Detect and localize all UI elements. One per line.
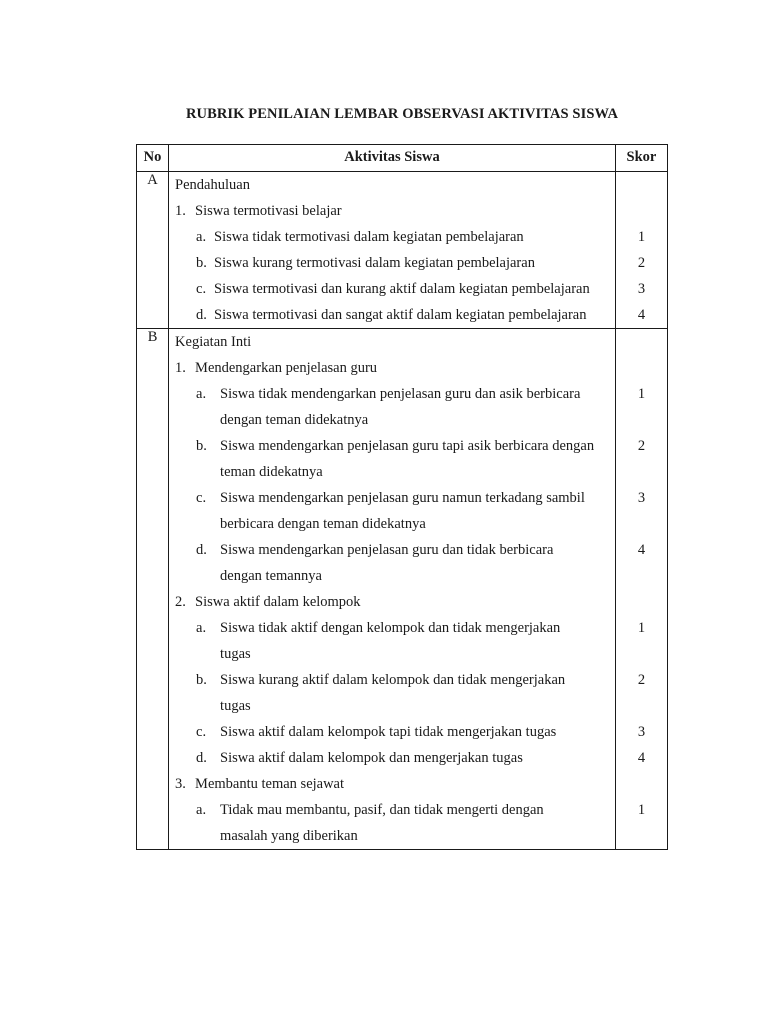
option-text: Siswa termotivasi dan kurang aktif dalam kegiatan pembelajaran xyxy=(214,281,590,297)
option-marker: c. xyxy=(196,281,207,297)
criterion-label: Mendengarkan penjelasan guru xyxy=(195,360,378,376)
rubric-table xyxy=(136,144,668,850)
option-marker: a. xyxy=(196,802,207,818)
section-row-a xyxy=(137,172,668,329)
score-b1-b: 2 xyxy=(637,438,646,454)
option-a1-d xyxy=(169,302,615,328)
option-marker: c. xyxy=(196,724,207,740)
option-b3-a-cont: masalah yang diberikan xyxy=(220,828,358,844)
criterion-b3 xyxy=(169,771,615,797)
option-text: Siswa tidak mendengarkan penjelasan guru dan asik berbicara xyxy=(220,386,581,402)
option-marker: c. xyxy=(196,490,207,506)
option-text: Siswa kurang aktif dalam kelompok dan tidak mengerjakan xyxy=(220,672,566,688)
header-score: Skor xyxy=(615,145,667,172)
option-b2-a xyxy=(169,615,615,641)
score-b2-d: 4 xyxy=(637,750,646,766)
option-text: Siswa termotivasi dan sangat aktif dalam kegiatan pembelajaran xyxy=(214,307,587,323)
criterion-label: Siswa aktif dalam kelompok xyxy=(195,594,361,610)
option-marker: d. xyxy=(196,750,207,766)
option-b1-d xyxy=(169,537,615,563)
section-no-b: B xyxy=(137,329,169,850)
criterion-label: Membantu teman sejawat xyxy=(195,776,345,792)
document-title: RUBRIK PENILAIAN LEMBAR OBSERVASI AKTIVITAS SISWA xyxy=(185,106,619,122)
score-b1-d: 4 xyxy=(637,542,646,558)
option-b1-d-cont: dengan temannya xyxy=(220,568,322,584)
option-b2-a-cont: tugas xyxy=(220,646,251,662)
option-text: Siswa mendengarkan penjelasan guru tapi asik berbicara dengan xyxy=(220,438,595,454)
option-b3-a xyxy=(169,797,615,823)
score-a1-d: 4 xyxy=(637,307,646,323)
option-b2-b xyxy=(169,667,615,693)
option-text: Siswa aktif dalam kelompok dan mengerjakan tugas xyxy=(220,750,523,766)
section-row-b xyxy=(137,329,668,850)
option-marker: b. xyxy=(196,255,207,271)
option-marker: b. xyxy=(196,672,207,688)
criterion-a1 xyxy=(169,198,615,224)
header-no: No xyxy=(137,145,169,172)
section-b-activities xyxy=(169,329,616,850)
option-text: Tidak mau membantu, pasif, dan tidak mengerti dengan xyxy=(220,802,544,818)
option-marker: a. xyxy=(196,229,207,245)
section-no-a: A xyxy=(137,172,169,329)
criterion-marker: 1. xyxy=(175,203,186,219)
option-b1-a xyxy=(169,381,615,407)
criterion-marker: 3. xyxy=(175,776,186,792)
header-activity: Aktivitas Siswa xyxy=(169,145,616,172)
criterion-b2 xyxy=(169,589,615,615)
option-b1-b-cont: teman didekatnya xyxy=(220,464,323,480)
option-marker: d. xyxy=(196,542,207,558)
criterion-marker: 2. xyxy=(175,594,186,610)
score-b2-a: 1 xyxy=(637,620,646,636)
option-b1-c-cont: berbicara dengan teman didekatnya xyxy=(220,516,426,532)
option-text: Siswa mendengarkan penjelasan guru dan tidak berbicara xyxy=(220,542,554,558)
option-b1-b xyxy=(169,433,615,459)
option-a1-a xyxy=(169,224,615,250)
option-marker: a. xyxy=(196,620,207,636)
criterion-label: Siswa termotivasi belajar xyxy=(195,203,342,219)
option-b2-d xyxy=(169,745,615,771)
score-a1-b: 2 xyxy=(637,255,646,271)
score-a1-c: 3 xyxy=(637,281,646,297)
criterion-b1 xyxy=(169,355,615,381)
section-a-scores xyxy=(615,172,667,329)
option-marker: d. xyxy=(196,307,207,323)
score-b2-b: 2 xyxy=(637,672,646,688)
score-b1-c: 3 xyxy=(637,490,646,506)
score-b2-c: 3 xyxy=(637,724,646,740)
score-b1-a: 1 xyxy=(637,386,646,402)
option-a1-b xyxy=(169,250,615,276)
section-a-activities xyxy=(169,172,616,329)
table-header-row xyxy=(137,145,668,172)
option-text: Siswa tidak termotivasi dalam kegiatan pembelajaran xyxy=(214,229,524,245)
section-b-scores xyxy=(615,329,667,850)
option-text: Siswa tidak aktif dengan kelompok dan tidak mengerjakan xyxy=(220,620,561,636)
section-heading-b: Kegiatan Inti xyxy=(175,334,252,350)
option-marker: a. xyxy=(196,386,207,402)
option-b1-c xyxy=(169,485,615,511)
option-marker: b. xyxy=(196,438,207,454)
score-b3-a: 1 xyxy=(637,802,646,818)
option-b1-a-cont: dengan teman didekatnya xyxy=(220,412,369,428)
option-text: Siswa aktif dalam kelompok tapi tidak mengerjakan tugas xyxy=(220,724,557,740)
section-heading-a: Pendahuluan xyxy=(175,177,250,193)
criterion-marker: 1. xyxy=(175,360,186,376)
score-a1-a: 1 xyxy=(637,229,646,245)
option-text: Siswa mendengarkan penjelasan guru namun terkadang sambil xyxy=(220,490,585,506)
option-text: Siswa kurang termotivasi dalam kegiatan pembelajaran xyxy=(214,255,535,271)
option-a1-c xyxy=(169,276,615,302)
option-b2-c xyxy=(169,719,615,745)
option-b2-b-cont: tugas xyxy=(220,698,251,714)
